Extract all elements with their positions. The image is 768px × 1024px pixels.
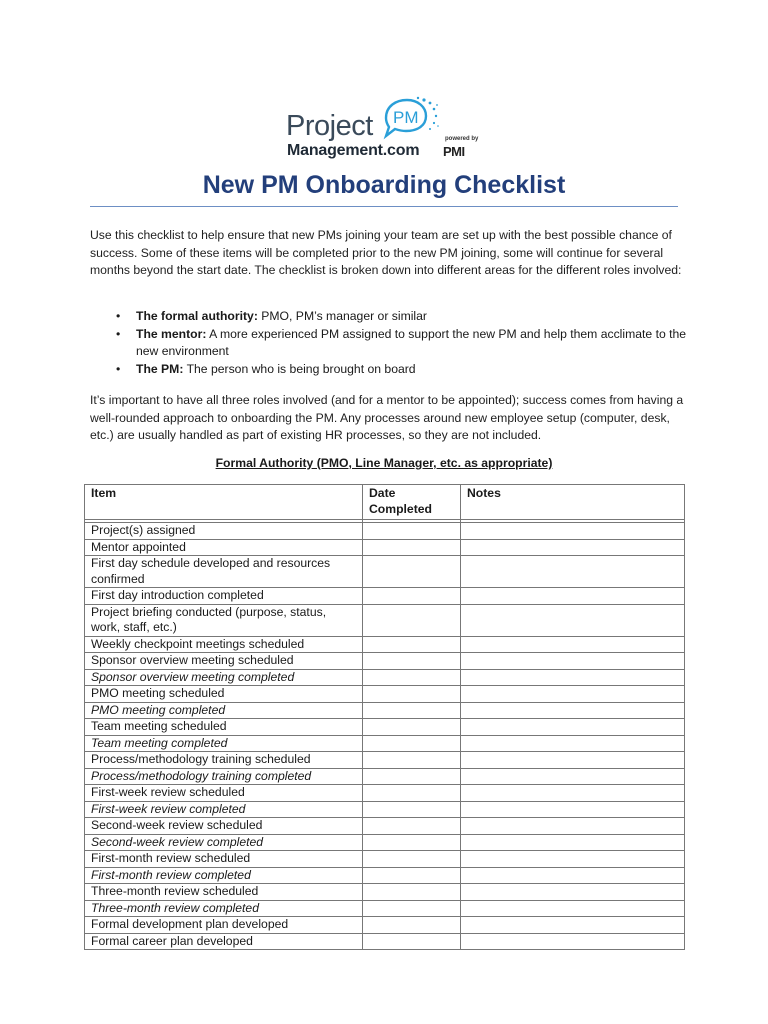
table-row bbox=[85, 539, 685, 556]
role-label: The PM: bbox=[136, 361, 184, 376]
date-completed-cell[interactable] bbox=[363, 588, 461, 605]
date-completed-cell[interactable] bbox=[363, 785, 461, 802]
date-completed-cell[interactable] bbox=[363, 523, 461, 540]
date-completed-cell[interactable] bbox=[363, 933, 461, 950]
pm-speech-bubble-icon bbox=[380, 96, 440, 140]
notes-cell[interactable] bbox=[461, 523, 685, 540]
table-row bbox=[85, 752, 685, 769]
notes-cell[interactable] bbox=[461, 801, 685, 818]
bullet-icon: • bbox=[116, 361, 121, 376]
date-completed-cell[interactable] bbox=[363, 556, 461, 588]
table-row bbox=[85, 588, 685, 605]
table-row bbox=[85, 785, 685, 802]
notes-cell[interactable] bbox=[461, 884, 685, 901]
date-completed-cell[interactable] bbox=[363, 604, 461, 636]
notes-cell[interactable] bbox=[461, 735, 685, 752]
checklist-item: First-week review completed bbox=[85, 801, 363, 818]
notes-cell[interactable] bbox=[461, 702, 685, 719]
table-row bbox=[85, 636, 685, 653]
date-completed-cell[interactable] bbox=[363, 900, 461, 917]
page-title: New PM Onboarding Checklist bbox=[202, 171, 566, 199]
date-completed-cell[interactable] bbox=[363, 702, 461, 719]
checklist-item: Process/methodology training scheduled bbox=[85, 752, 363, 769]
date-completed-cell[interactable] bbox=[363, 834, 461, 851]
column-header-date-completed: Date Completed bbox=[363, 485, 461, 520]
checklist-item: Mentor appointed bbox=[85, 539, 363, 556]
table-row bbox=[85, 702, 685, 719]
date-completed-cell[interactable] bbox=[363, 884, 461, 901]
logo-word-management: Management.com bbox=[287, 142, 420, 159]
notes-cell[interactable] bbox=[461, 900, 685, 917]
notes-cell[interactable] bbox=[461, 752, 685, 769]
date-completed-cell[interactable] bbox=[363, 669, 461, 686]
date-completed-cell[interactable] bbox=[363, 735, 461, 752]
checklist-item: Team meeting scheduled bbox=[85, 719, 363, 736]
notes-cell[interactable] bbox=[461, 653, 685, 670]
logo-pmi: PMI bbox=[443, 144, 465, 159]
table-row bbox=[85, 917, 685, 934]
table-row bbox=[85, 801, 685, 818]
date-completed-cell[interactable] bbox=[363, 801, 461, 818]
table-row bbox=[85, 735, 685, 752]
date-completed-cell[interactable] bbox=[363, 653, 461, 670]
checklist-item: First-month review completed bbox=[85, 867, 363, 884]
table-row bbox=[85, 834, 685, 851]
table-row bbox=[85, 818, 685, 835]
checklist-item: Sponsor overview meeting completed bbox=[85, 669, 363, 686]
projectmanagement-logo bbox=[286, 94, 486, 164]
notes-cell[interactable] bbox=[461, 556, 685, 588]
checklist-item: Three-month review completed bbox=[85, 900, 363, 917]
checklist-item: First-week review scheduled bbox=[85, 785, 363, 802]
checklist-item: Second-week review scheduled bbox=[85, 818, 363, 835]
checklist-item: Sponsor overview meeting scheduled bbox=[85, 653, 363, 670]
date-completed-cell[interactable] bbox=[363, 752, 461, 769]
column-header-notes: Notes bbox=[461, 485, 685, 520]
checklist-item: PMO meeting completed bbox=[85, 702, 363, 719]
note-paragraph: It’s important to have all three roles involved (and for a mentor to be appointed); success comes from having a well-rounded approach to onboarding the PM. Any processes around new employee setup (computer, desk, etc.) are usually handled as part of existing HR processes, so they are not included. bbox=[90, 393, 684, 442]
date-completed-cell[interactable] bbox=[363, 539, 461, 556]
table-row bbox=[85, 686, 685, 703]
role-label: The mentor: bbox=[136, 326, 207, 341]
table-row bbox=[85, 556, 685, 588]
date-completed-cell[interactable] bbox=[363, 867, 461, 884]
role-text: A more experienced PM assigned to support the new PM and help them acclimate to the new environment bbox=[136, 326, 687, 358]
logo-powered-by: powered by bbox=[445, 136, 479, 142]
date-completed-cell[interactable] bbox=[363, 851, 461, 868]
role-item-pm bbox=[90, 361, 690, 379]
checklist-item: Process/methodology training completed bbox=[85, 768, 363, 785]
table-row bbox=[85, 933, 685, 950]
checklist-item: Project briefing conducted (purpose, status, work, staff, etc.) bbox=[85, 604, 363, 636]
table-row bbox=[85, 604, 685, 636]
table-caption: Formal Authority (PMO, Line Manager, etc. as appropriate) bbox=[215, 456, 553, 470]
checklist-item: Project(s) assigned bbox=[85, 523, 363, 540]
notes-cell[interactable] bbox=[461, 917, 685, 934]
table-row bbox=[85, 867, 685, 884]
notes-cell[interactable] bbox=[461, 636, 685, 653]
date-completed-cell[interactable] bbox=[363, 719, 461, 736]
checklist-item: First day schedule developed and resources confirmed bbox=[85, 556, 363, 588]
notes-cell[interactable] bbox=[461, 588, 685, 605]
checklist-body bbox=[85, 520, 685, 950]
role-item-mentor bbox=[90, 326, 690, 361]
checklist-item: Formal career plan developed bbox=[85, 933, 363, 950]
date-completed-cell[interactable] bbox=[363, 636, 461, 653]
date-completed-cell[interactable] bbox=[363, 818, 461, 835]
title-divider bbox=[90, 206, 678, 207]
checklist-item: PMO meeting scheduled bbox=[85, 686, 363, 703]
date-completed-cell[interactable] bbox=[363, 768, 461, 785]
table-row bbox=[85, 653, 685, 670]
checklist-item: First-month review scheduled bbox=[85, 851, 363, 868]
bullet-icon: • bbox=[116, 326, 121, 341]
date-completed-cell[interactable] bbox=[363, 917, 461, 934]
intro-paragraph: Use this checklist to help ensure that new PMs joining your team are set up with the best possible chance of success. Some of these items will be completed prior to the new PM joining, some will continue for several months beyond the start date. The checklist is broken down into different areas for the different roles involved: bbox=[90, 228, 682, 277]
table-row bbox=[85, 768, 685, 785]
table-row bbox=[85, 523, 685, 540]
table-row bbox=[85, 884, 685, 901]
column-header-item: Item bbox=[85, 485, 363, 520]
notes-cell[interactable] bbox=[461, 867, 685, 884]
notes-cell[interactable] bbox=[461, 785, 685, 802]
checklist-item: Formal development plan developed bbox=[85, 917, 363, 934]
date-completed-cell[interactable] bbox=[363, 686, 461, 703]
notes-cell[interactable] bbox=[461, 818, 685, 835]
notes-cell[interactable] bbox=[461, 719, 685, 736]
role-item-formal-authority bbox=[90, 308, 690, 326]
table-row bbox=[85, 719, 685, 736]
table-header-row bbox=[85, 485, 685, 520]
table-row bbox=[85, 669, 685, 686]
role-label: The formal authority: bbox=[136, 309, 258, 323]
checklist-item: First day introduction completed bbox=[85, 588, 363, 605]
logo-word-project: Project bbox=[286, 110, 373, 142]
notes-cell[interactable] bbox=[461, 768, 685, 785]
notes-cell[interactable] bbox=[461, 851, 685, 868]
notes-cell[interactable] bbox=[461, 604, 685, 636]
table-row bbox=[85, 900, 685, 917]
logo-mark-text: PM bbox=[393, 108, 419, 127]
roles-list bbox=[90, 308, 690, 378]
table-row bbox=[85, 851, 685, 868]
role-text: The person who is being brought on board bbox=[183, 361, 416, 376]
notes-cell[interactable] bbox=[461, 933, 685, 950]
role-text: PMO, PM’s manager or similar bbox=[257, 309, 427, 323]
checklist-table bbox=[84, 484, 685, 950]
bullet-icon: • bbox=[116, 309, 121, 323]
notes-cell[interactable] bbox=[461, 686, 685, 703]
checklist-item: Three-month review scheduled bbox=[85, 884, 363, 901]
notes-cell[interactable] bbox=[461, 669, 685, 686]
checklist-item: Second-week review completed bbox=[85, 834, 363, 851]
checklist-item: Team meeting completed bbox=[85, 735, 363, 752]
notes-cell[interactable] bbox=[461, 539, 685, 556]
checklist-item: Weekly checkpoint meetings scheduled bbox=[85, 636, 363, 653]
notes-cell[interactable] bbox=[461, 834, 685, 851]
